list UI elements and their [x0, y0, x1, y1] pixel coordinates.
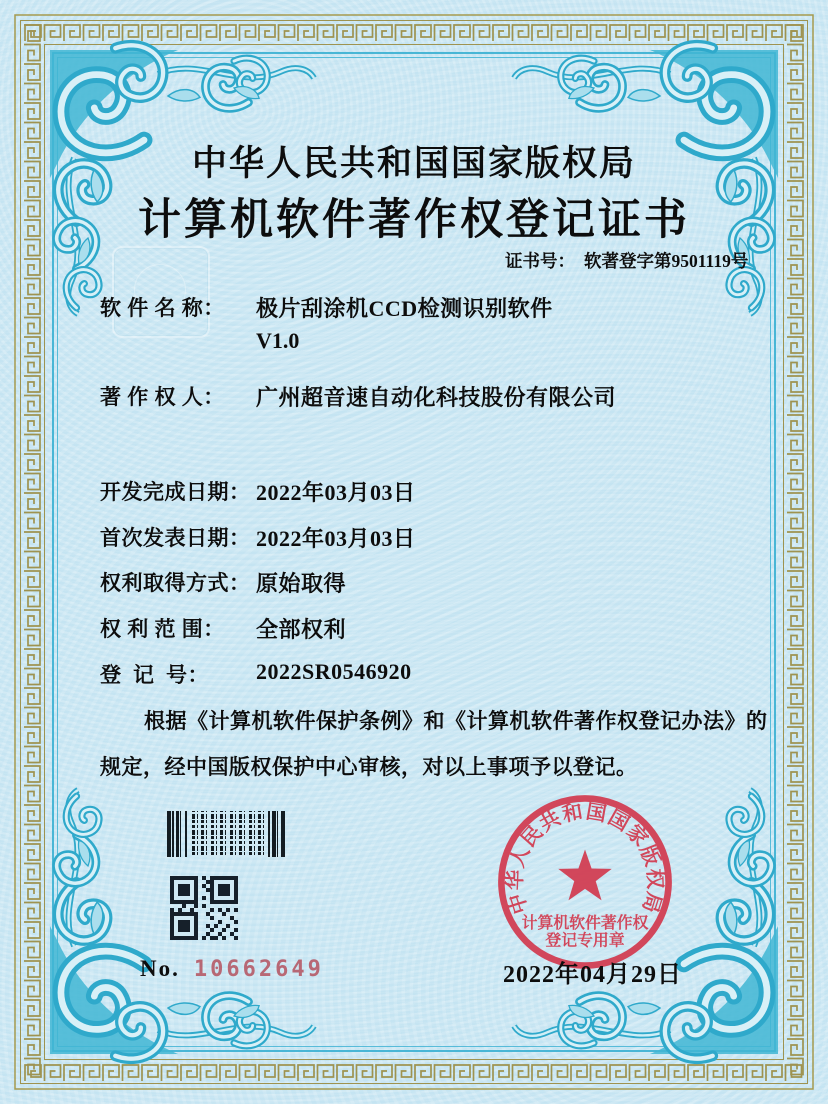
authority-title: 中华人民共和国国家版权局 — [191, 144, 636, 183]
field-row-rights-acquisition — [100, 567, 347, 597]
field-label: 首次发表日期： — [100, 526, 251, 550]
field-label: 登 记 号： — [100, 663, 209, 687]
field-row-copyright-owner — [100, 381, 617, 411]
seal-arc-text: 中华人民共和国国家版权局 — [504, 800, 666, 917]
field-row-registration-number — [100, 659, 412, 689]
field-row-first-publish-date — [100, 522, 416, 552]
qr-code — [170, 876, 238, 940]
certificate-number-label: 证书号： — [505, 251, 575, 271]
field-value: 原始取得 — [256, 571, 347, 596]
field-value: 2022年03月03日 — [256, 526, 416, 551]
certificate-number-value: 软著登字第9501119号 — [584, 251, 749, 271]
official-seal — [497, 794, 673, 970]
statement-line1: 根据《计算机软件保护条例》和《计算机软件著作权登记办法》的 — [144, 709, 768, 733]
serial-number-row — [140, 956, 324, 982]
field-row-dev-complete-date — [100, 476, 416, 506]
serial-prefix: No. — [140, 956, 180, 981]
barcode — [167, 811, 289, 857]
field-value: 2022年03月03日 — [256, 480, 416, 505]
field-label: 权利取得方式： — [100, 571, 251, 595]
certificate-title: 计算机软件著作权登记证书 — [138, 197, 690, 244]
seal-line2: 登记专用章 — [545, 932, 625, 950]
field-row-software-name — [100, 292, 553, 322]
field-label: 软 件 名 称： — [100, 296, 225, 320]
field-value-version: V1.0 — [256, 328, 300, 353]
field-value: 2022SR0546920 — [256, 659, 412, 684]
field-label: 著 作 权 人： — [100, 385, 225, 409]
field-value: 极片刮涂机CCD检测识别软件 — [256, 296, 553, 321]
certificate-number-row — [505, 248, 748, 273]
statement-line2: 规定，经中国版权保护中心审核，对以上事项予以登记。 — [100, 755, 638, 779]
field-label: 权 利 范 围： — [100, 617, 225, 641]
seal-line1: 计算机软件著作权 — [521, 914, 649, 932]
barcode-end-bars — [268, 811, 289, 857]
star-icon — [558, 849, 612, 900]
field-row-rights-scope — [100, 613, 347, 643]
field-value: 广州超音速自动化科技股份有限公司 — [256, 385, 617, 410]
barcode-data-area — [192, 811, 268, 857]
issue-date: 2022年04月29日 — [503, 962, 682, 988]
field-label: 开发完成日期： — [100, 480, 251, 504]
barcode-start-bars — [167, 811, 192, 857]
field-value: 全部权利 — [256, 617, 347, 642]
serial-number: 10662649 — [193, 957, 324, 982]
